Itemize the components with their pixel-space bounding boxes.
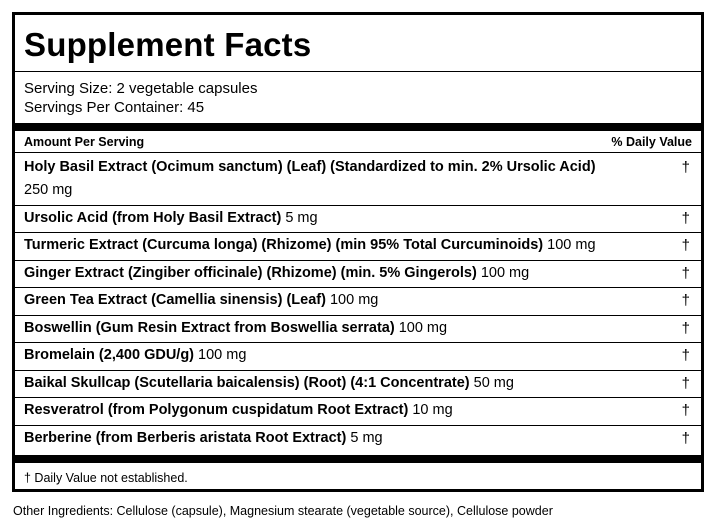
divider — [15, 71, 701, 72]
ingredient-name: Baikal Skullcap (Scutellaria baicalensis) (Root) (4:1 Concentrate) — [24, 375, 470, 391]
ingredient-row — [24, 262, 692, 285]
daily-value-mark: † — [681, 402, 690, 419]
ingredient-row — [24, 234, 692, 257]
ingredient-amount: 100 mg — [480, 265, 530, 281]
ingredient-amount: 50 mg — [473, 375, 514, 391]
ingredient-name: Green Tea Extract (Camellia sinensis) (Leaf) — [24, 292, 326, 308]
daily-value-mark: † — [681, 210, 690, 227]
amount-per-serving-header: Amount Per Serving — [24, 135, 145, 149]
ingredient-row — [24, 427, 692, 450]
serving-size: Serving Size: 2 vegetable capsules — [24, 80, 258, 97]
ingredient-amount: 100 mg — [329, 292, 379, 308]
panel-title: Supplement Facts — [24, 26, 312, 63]
ingredient-row — [24, 399, 692, 422]
supplement-facts-panel — [12, 12, 704, 492]
daily-value-mark: † — [681, 430, 690, 447]
divider — [15, 397, 701, 398]
divider — [15, 205, 701, 206]
ingredient-name: Boswellin (Gum Resin Extract from Boswellia serrata) — [24, 320, 395, 336]
ingredient-row — [24, 156, 692, 202]
daily-value-mark: † — [681, 265, 690, 282]
daily-value-mark: † — [681, 292, 690, 309]
ingredient-row — [24, 317, 692, 340]
divider — [15, 287, 701, 288]
ingredient-amount: 100 mg — [398, 320, 448, 336]
divider-thick — [15, 123, 701, 131]
divider — [15, 315, 701, 316]
ingredient-row — [24, 344, 692, 367]
ingredient-name: Ursolic Acid (from Holy Basil Extract) — [24, 210, 282, 226]
divider — [15, 370, 701, 371]
divider — [15, 232, 701, 233]
daily-value-mark: † — [681, 320, 690, 337]
ingredient-name: Ginger Extract (Zingiber officinale) (Rhizome) (min. 5% Gingerols) — [24, 265, 477, 281]
divider — [15, 342, 701, 343]
ingredient-name: Holy Basil Extract (Ocimum sanctum) (Leaf) (Standardized to min. 2% Ursolic Acid) — [24, 159, 596, 175]
ingredient-row — [24, 207, 692, 230]
divider — [15, 425, 701, 426]
ingredient-amount: 250 mg — [24, 182, 73, 198]
daily-value-mark: † — [681, 159, 690, 176]
ingredient-row — [24, 372, 692, 395]
divider-thick — [15, 455, 701, 463]
ingredient-amount: 5 mg — [350, 430, 383, 446]
divider — [15, 260, 701, 261]
daily-value-header: % Daily Value — [611, 135, 692, 149]
ingredient-name: Turmeric Extract (Curcuma longa) (Rhizome) (min 95% Total Curcuminoids) — [24, 237, 544, 253]
daily-value-mark: † — [681, 347, 690, 364]
daily-value-mark: † — [681, 375, 690, 392]
ingredient-amount: 100 mg — [198, 347, 247, 363]
column-header-row — [24, 132, 692, 152]
ingredient-amount: 5 mg — [285, 210, 318, 226]
ingredient-name: Bromelain (2,400 GDU/g) — [24, 347, 195, 363]
daily-value-mark: † — [681, 237, 690, 254]
footnote: † Daily Value not established. — [24, 471, 188, 485]
ingredient-name: Resveratrol (from Polygonum cuspidatum Root Extract) — [24, 402, 409, 418]
servings-per-container: Servings Per Container: 45 — [24, 99, 205, 116]
divider — [15, 152, 701, 153]
ingredient-row — [24, 289, 692, 312]
other-ingredients: Other Ingredients: Cellulose (capsule), Magnesium stearate (vegetable source), Cellulose powder — [13, 504, 553, 518]
ingredient-amount: 100 mg — [547, 237, 596, 253]
ingredient-name: Berberine (from Berberis aristata Root Extract) — [24, 430, 347, 446]
ingredient-amount: 10 mg — [412, 402, 453, 418]
